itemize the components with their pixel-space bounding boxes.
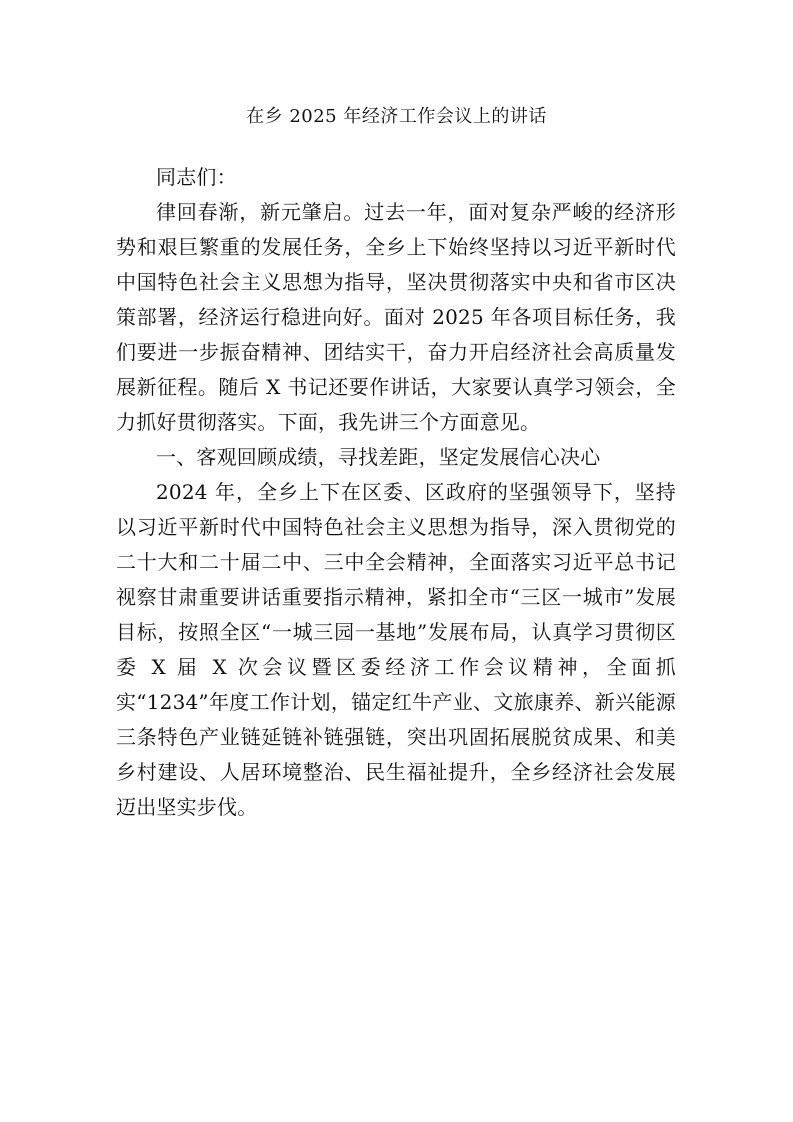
document-body [116, 160, 676, 825]
opening-paragraph: 律回春渐，新元肇启。过去一年，面对复杂严峻的经济形势和艰巨繁重的发展任务，全乡上下始终坚持以习近平新时代中国特色社会主义思想为指导，坚决贯彻落实中央和省市区决策部署，经济运行稳进向好。面对 2025 年各项目标任务，我们要进一步振奋精神、团结实干，奋力开启经济社会高质量发展新征程。随后 X 书记还要作讲话，大家要认真学习领会，全力抓好贯彻落实。下面，我先讲三个方面意见。 [116, 200, 676, 434]
review-paragraph: 2024 年，全乡上下在区委、区政府的坚强领导下，坚持以习近平新时代中国特色社会主义思想为指导，深入贯彻党的二十大和二十届二中、三中全会精神，全面落实习近平总书记视察甘肃重要讲话重要指示精神，紧扣全市“三区一城市”发展目标，按照全区“一城三园一基地”发展布局，认真学习贯彻区委 X 届 X 次会议暨区委经济工作会议精神，全面抓实“1234”年度工作计划，锚定红牛产业、文旅康养、新兴能源三条特色产业链延链补链强链，突出巩固拓展脱贫成果、和美乡村建设、人居环境整治、民生福祉提升，全乡经济社会发展迈出坚实步伐。 [116, 480, 676, 819]
document-title: 在乡 2025 年经济工作会议上的讲话 [246, 106, 547, 127]
section-heading-1: 一、客观回顾成绩，寻找差距，坚定发展信心决心 [156, 445, 601, 469]
salutation-paragraph: 同志们： [156, 165, 237, 189]
